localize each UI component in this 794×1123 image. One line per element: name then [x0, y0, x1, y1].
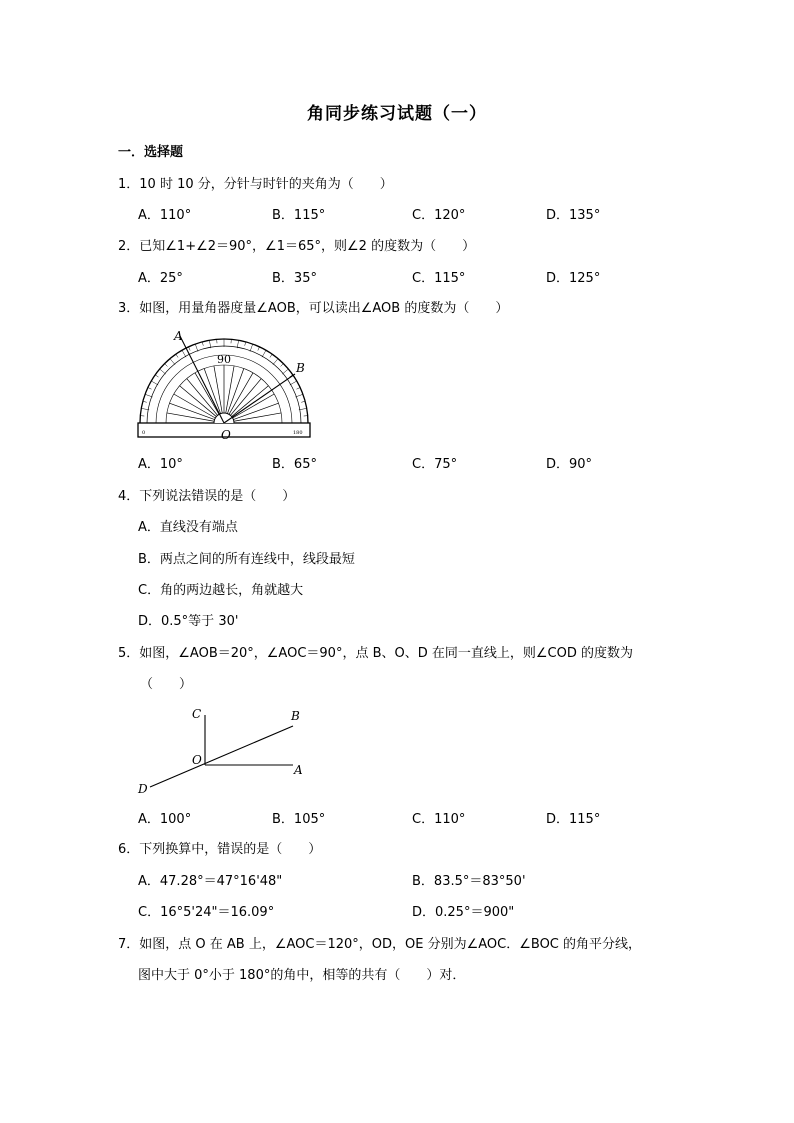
protractor-tick: [297, 388, 301, 390]
label-b: B: [296, 361, 305, 375]
protractor-tick: [262, 350, 266, 357]
question-4-option-a: A．直线没有端点: [138, 520, 238, 535]
protractor-tick: [295, 394, 303, 397]
question-1-option-a: A．110°: [138, 208, 192, 223]
question-1-option-b: B．115°: [272, 208, 326, 223]
label-a: A: [174, 329, 183, 343]
label-a: A: [294, 763, 303, 777]
question-2-option-c: C．115°: [412, 271, 466, 286]
protractor-tick: [245, 342, 246, 346]
protractor-figure: [130, 326, 320, 446]
question-7-stem-line-1: 7．如图，点 O 在 AB 上，∠AOC＝120°，OD，OE 分别为∠AOC．∠BOC 的角平分线，: [118, 937, 642, 952]
label-90: 90: [217, 353, 231, 366]
question-6-option-c: C．16°5'24"＝16.09°: [138, 905, 275, 920]
label-b: B: [291, 709, 300, 723]
question-4-stem: 4．下列说法错误的是（ ）: [118, 489, 296, 504]
question-5-option-d: D．115°: [546, 812, 601, 827]
label-o: O: [221, 428, 231, 442]
question-4-option-d: D．0.5°等于 30': [138, 614, 239, 629]
question-6-option-b: B．83.5°＝83°50': [412, 874, 526, 889]
label-right-180: 180: [293, 430, 303, 436]
question-2-option-d: D．125°: [546, 271, 601, 286]
question-3-option-b: B．65°: [272, 457, 317, 472]
question-5-option-a: A．100°: [138, 812, 192, 827]
protractor-tick: [165, 364, 168, 367]
question-1-stem: 1．10 时 10 分，分针与时针的夹角为（ ）: [118, 177, 393, 192]
protractor-radial-line: [230, 379, 261, 416]
label-o: O: [192, 753, 202, 767]
ray-ob: [224, 374, 295, 423]
protractor-tick: [202, 342, 203, 346]
protractor-radial-line: [180, 386, 217, 417]
question-6-option-a: A．47.28°＝47°16'48": [138, 874, 283, 889]
question-6-option-d: D．0.25°＝900": [412, 905, 515, 920]
protractor-tick: [170, 359, 175, 365]
protractor-tick: [160, 369, 166, 374]
protractor-radial-line: [232, 386, 269, 417]
protractor-tick: [189, 347, 191, 351]
question-5-option-c: C．110°: [412, 812, 466, 827]
question-2-stem: 2．已知∠1+∠2＝90°，∠1＝65°，则∠2 的度数为（ ）: [118, 239, 476, 254]
label-d: D: [138, 782, 148, 796]
protractor-tick: [301, 401, 305, 402]
question-1-option-c: C．120°: [412, 208, 466, 223]
question-3-option-d: D．90°: [546, 457, 593, 472]
question-4-option-c: C．角的两边越长，角就越大: [138, 583, 304, 598]
question-5-stem: 5．如图，∠AOB＝20°，∠AOC＝90°，点 B、O、D 在同一直线上，则∠COD 的度数为: [118, 646, 633, 661]
protractor-tick: [143, 401, 147, 402]
protractor-tick: [290, 381, 297, 385]
question-3-option-a: A．10°: [138, 457, 183, 472]
protractor-tick: [195, 344, 198, 352]
question-3-stem: 3．如图，用量角器度量∠AOB，可以读出∠AOB 的度数为（ ）: [118, 301, 509, 316]
protractor-tick: [270, 354, 272, 357]
question-7-stem-line-2: 图中大于 0°小于 180°的角中，相等的共有（ ）对．: [138, 968, 466, 983]
question-3-option-c: C．75°: [412, 457, 458, 472]
protractor-tick: [151, 381, 158, 385]
page-title: 角同步练习试题（一）: [307, 104, 487, 124]
section-heading: 一．选择题: [118, 145, 184, 160]
angle-figure: [130, 700, 320, 800]
protractor-tick: [273, 359, 278, 365]
protractor-tick: [148, 388, 152, 390]
question-5-option-b: B．105°: [272, 812, 326, 827]
question-4-option-b: B．两点之间的所有连线中，线段最短: [138, 552, 355, 567]
question-2-option-a: A．25°: [138, 271, 183, 286]
question-1-option-d: D．135°: [546, 208, 601, 223]
protractor-tick: [281, 364, 284, 367]
label-left-0: 0: [142, 430, 146, 436]
protractor-tick: [176, 354, 178, 357]
question-5-stem-bracket: （ ）: [140, 677, 193, 692]
protractor-tick: [155, 375, 158, 377]
protractor-radial-line: [187, 379, 218, 416]
protractor-tick: [145, 394, 153, 397]
label-c: C: [192, 707, 202, 721]
question-6-stem: 6．下列换算中，错误的是（ ）: [118, 842, 322, 857]
question-2-option-b: B．35°: [272, 271, 317, 286]
line-bd: [150, 726, 293, 787]
protractor-tick: [258, 347, 260, 351]
protractor-tick: [182, 350, 186, 357]
protractor-tick: [250, 344, 253, 352]
protractor-tick: [282, 369, 288, 374]
